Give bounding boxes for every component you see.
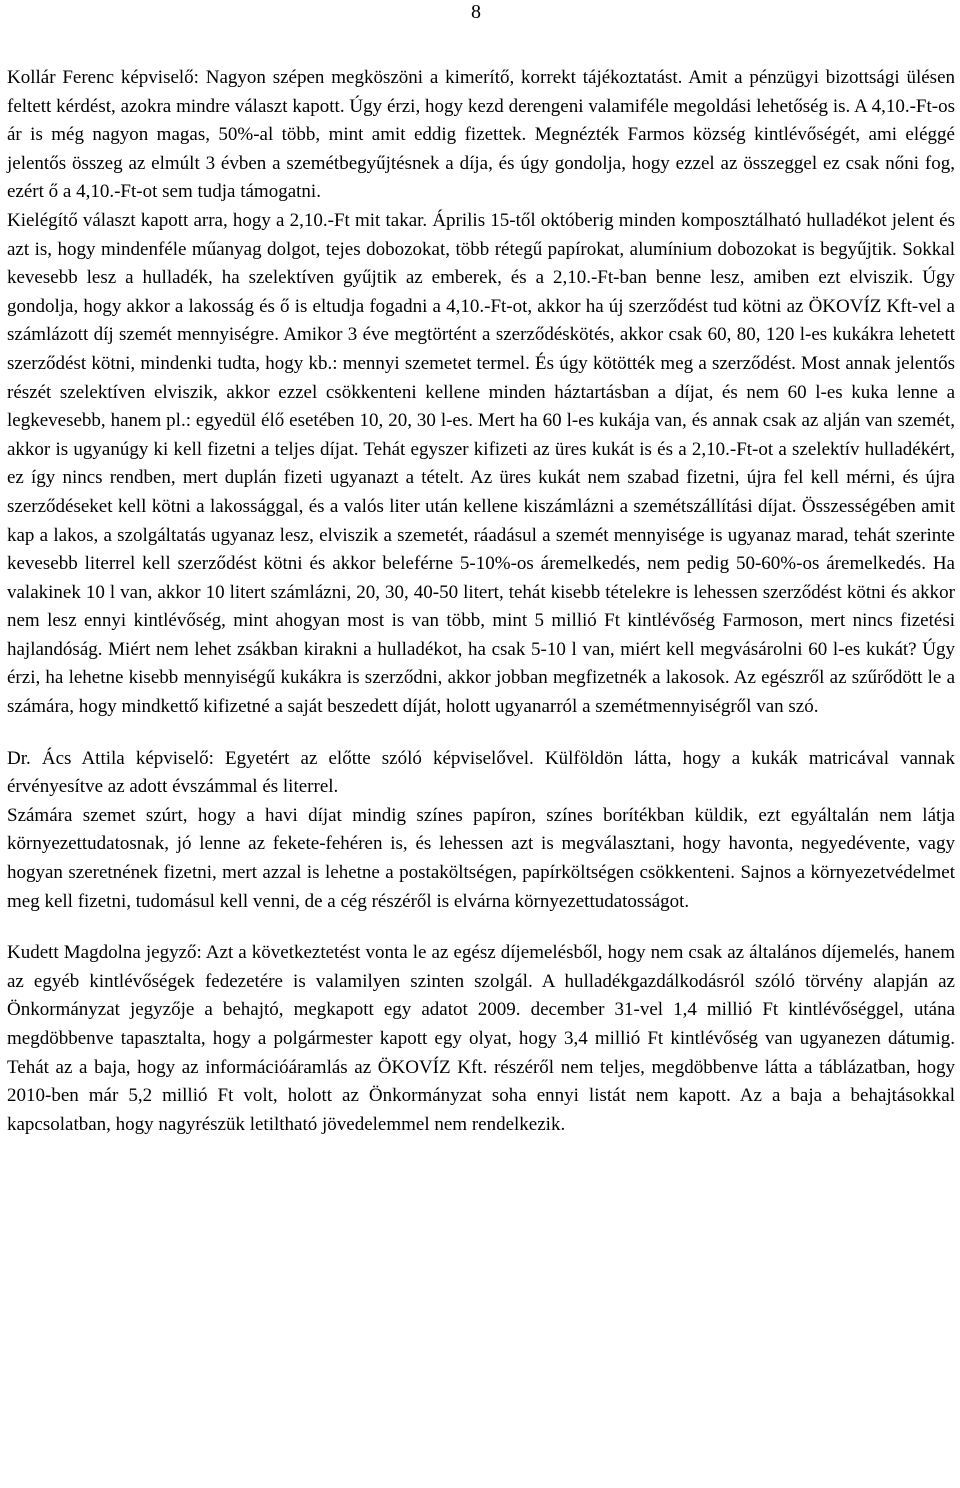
- paragraph-spacer: [7, 722, 955, 745]
- paragraph-spacer: [7, 916, 955, 939]
- paragraph-kollar-2: Kielégítő választ kapott arra, hogy a 2,10.-Ft mit takar. Április 15-től októberig minden komposztálható hulladékot jelent és azt is, hogy mindenféle műanyag dolgot, tejes dobozokat, több rétegű papírokat, alumínium dobozokat is begyűjtik. Sokkal kevesebb lesz a hulladék, ha szelektíven gyűjtik az emberek, és a 2,10.-Ft-ban benne lesz, amiben ezt elviszik. Úgy gondolja, hogy akkor a lakosság és ő is eltudja fogadni a 4,10.-Ft-ot, akkor ha új szerződést tud kötni az ÖKOVÍZ Kft-vel a számlázott díj szemét mennyiségre. Amikor 3 éve megtörtént a szerződéskötés, akkor csak 60, 80, 120 l-es kukákra lehetett szerződést kötni, mindenki tudta, hogy kb.: mennyi szemetet termel. És úgy kötötték meg a szerződést. Most annak jelentős részét szelektíven elviszik, akkor ezzel csökkenteni kellene minden háztartásban a díjat, és nem 60 l-es kuka lenne a legkevesebb, hanem pl.: egyedül élő esetében 10, 20, 30 l-es. Mert ha 60 l-es kukája van, és annak csak az alján van szemét, akkor is ugyanúgy ki kell fizetni a teljes díjat. Tehát egyszer kifizeti az üres kukát is és a 2,10.-Ft-ot a szelektív hulladékért, ez így nincs rendben, mert duplán fizeti ugyanazt a tételt. Az üres kukát nem szabad fizetni, újra fel kell mérni, és újra szerződéseket kell kötni a lakossággal, és a valós liter után kellene kiszámlázni a szemétszállítási díjat. Összességében amit kap a lakos, a szolgáltatás ugyanaz lesz, elviszik a szemetét, ráadásul a szemét mennyisége is ugyanaz marad, tehát szerinte kevesebb literrel kell szerződést kötni és akkor beleférne 5-10%-os áremelkedés, nem pedig 50-60%-os áremelkedés. Ha valakinek 10 l van, akkor 10 litert számlázni, 20, 30, 40-50 litert, tehát kisebb tételekre is lehessen szerződést kötni és akkor nem lesz ennyi kintlévőség, mint ahogyan most is van több, mint 5 millió Ft kintlévőség Farmoson, mert nincs fizetési hajlandóság. Miért nem lehet zsákban kirakni a hulladékot, ha csak 5-10 l van, miért kell megvásárolni 60 l-es kukát? Úgy érzi, ha lehetne kisebb mennyiségű kukákra is szerződni, akkor jobban megfizetnék a lakosok. Az egészről az szűrődött le a számára, hogy mindkettő kifizetné a saját beszedett díját, holott ugyanarról a szemétmennyiségről van szó.: [7, 209, 955, 718]
- document-body: [7, 64, 955, 1139]
- page-number: 8: [471, 1, 481, 23]
- paragraph-kudett: Kudett Magdolna jegyző: Azt a következtetést vonta le az egész díjemelésből, hogy nem csak az általános díjemelés, hanem az egyéb kintlévőségek fedezetére is valamilyen szinten szolgál. A hulladékgazdálkodásról szóló törvény alapján az Önkormányzat jegyzője a behajtó, megkapott egy adatot 2009. december 31-vel 1,4 millió Ft kintlévőséggel, utána megdöbbenve tapasztalta, hogy a polgármester kapott egy olyat, hogy 3,4 millió Ft kintlévőség van ugyanezen dátumig. Tehát az a baja, hogy az információáramlás az ÖKOVÍZ Kft. részéről nem teljes, megdöbbenve látta a táblázatban, hogy 2010-ben már 5,2 millió Ft volt, holott az Önkormányzat soha ennyi listát nem kapott. Az a baja a behajtásokkal kapcsolatban, hogy nagyrészük letiltható jövedelemmel nem rendelkezik.: [7, 942, 955, 1135]
- paragraph-acs-1: Dr. Ács Attila képviselő: Egyetért az előtte szóló képviselővel. Külföldön látta, hogy a kukák matricával vannak érvényesítve az adott évszámmal és literrel.: [7, 747, 955, 798]
- paragraph-acs-2: Számára szemet szúrt, hogy a havi díjat mindig színes papíron, színes borítékban küldik, ezt egyáltalán nem látja környezettudatosnak, jó lenne az fekete-fehéren is, és lehessen azt is megválasztani, hogy havonta, negyedévente, vagy hogyan szeretnének fizetni, mert azzal is lehetne a postaköltségen, papírköltségen csökkenteni. Sajnos a környezetvédelmet meg kell fizetni, tudomásul kell venni, de a cég részéről is elvárna környezettudatosságot.: [7, 804, 955, 912]
- paragraph-kollar-1: Kollár Ferenc képviselő: Nagyon szépen megköszöni a kimerítő, korrekt tájékoztatást. Amit a pénzügyi bizottsági ülésen feltett kérdést, azokra mindre választ kapott. Úgy érzi, hogy kezd derengeni valamiféle megoldási lehetőség is. A 4,10.-Ft-os ár is még nagyon magas, 50%-al több, mint amit eddig fizettek. Megnézték Farmos község kintlévőségét, ami eléggé jelentős összeg az elmúlt 3 évben a szemétbegyűjtésnek a díja, és úgy gondolja, hogy ezzel az összeggel ez csak nőni fog, ezért ő a 4,10.-Ft-ot sem tudja támogatni.: [7, 67, 955, 203]
